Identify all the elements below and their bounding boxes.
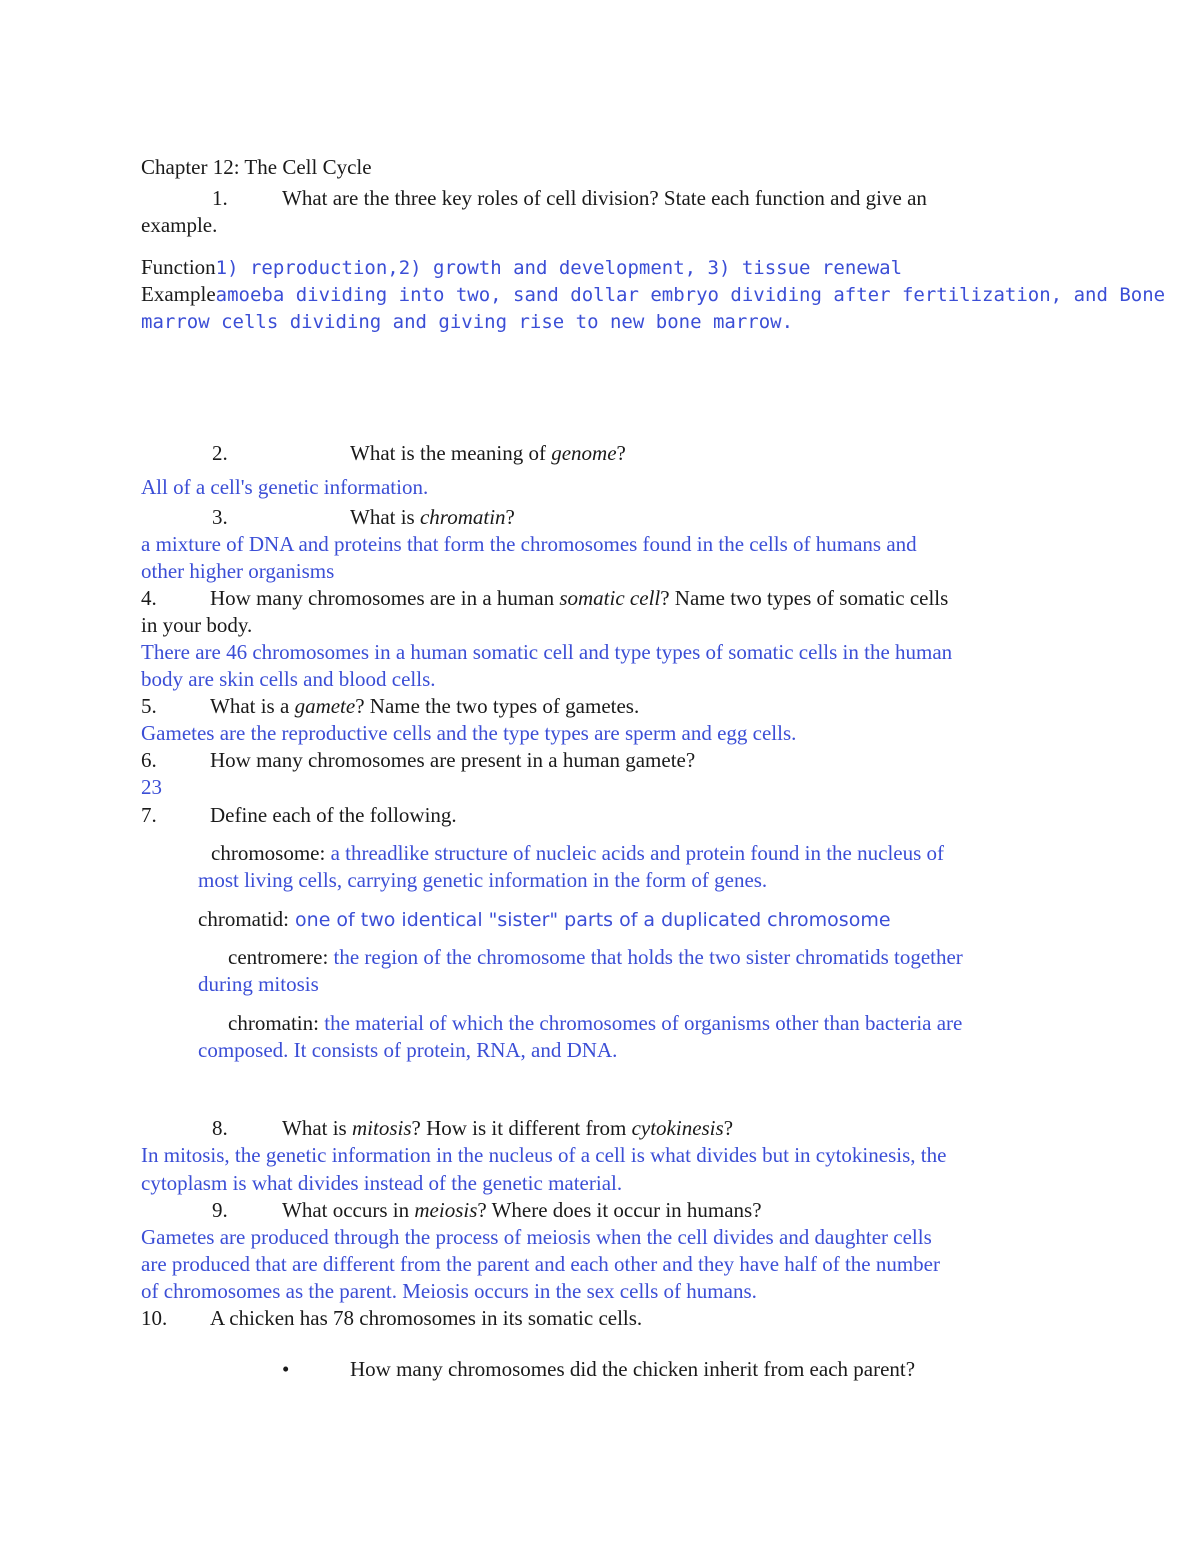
question-3-suffix: ? xyxy=(505,505,515,529)
question-4-suffix: ? Name two types of somatic cells xyxy=(660,586,949,610)
question-5-prefix: What is a xyxy=(210,694,295,718)
question-3-number: 3. xyxy=(212,505,228,529)
question-9-prefix: What occurs in xyxy=(282,1198,415,1222)
example-answer: amoeba dividing into two, sand dollar embryo dividing after fertilization, and Bone xyxy=(215,284,1166,306)
question-6-number: 6. xyxy=(141,748,157,772)
function-answer: 1) reproduction,2) growth and development, 3) tissue renewal xyxy=(215,257,903,279)
question-5-text xyxy=(210,693,639,720)
chromatin-label: chromatin: xyxy=(228,1011,319,1035)
term-mitosis: mitosis xyxy=(351,1116,412,1140)
centromere-definition: the region of the chromosome that holds the two sister chromatids together xyxy=(328,945,963,969)
question-9-text xyxy=(282,1197,762,1224)
chromatin-definition-continued: composed. It consists of protein, RNA, and DNA. xyxy=(198,1038,618,1062)
question-4-text xyxy=(210,585,948,612)
question-10-subquestion: How many chromosomes did the chicken inherit from each parent? xyxy=(350,1357,916,1381)
question-7-text: Define each of the following. xyxy=(210,803,457,827)
question-8-suffix: ? xyxy=(723,1116,734,1140)
question-7-number: 7. xyxy=(141,803,157,827)
question-6-text: How many chromosomes are present in a human gamete? xyxy=(210,748,696,772)
question-9-number: 9. xyxy=(212,1198,228,1222)
answer-9-continued-2: of chromosomes as the parent. Meiosis occurs in the sex cells of humans. xyxy=(141,1279,757,1303)
question-8-number: 8. xyxy=(212,1116,228,1140)
question-4-text-continued: in your body. xyxy=(141,613,253,637)
centromere-definition-continued: during mitosis xyxy=(198,972,319,996)
chromatid-definition: one of two identical "sister" parts of a duplicated chromosome xyxy=(288,909,891,931)
answer-2: All of a cell's genetic information. xyxy=(141,475,429,499)
question-1-text: What are the three key roles of cell division? State each function and give an xyxy=(282,186,927,210)
question-2-text xyxy=(350,440,626,467)
question-1-number: 1. xyxy=(212,186,228,210)
question-1-text-continued: example. xyxy=(141,213,218,237)
chromatid-label: chromatid: xyxy=(198,907,289,931)
example-label: Example xyxy=(141,282,216,306)
term-somatic-cell: somatic cell xyxy=(559,586,661,610)
term-chromatin: chromatin xyxy=(419,505,506,529)
answer-1-example xyxy=(141,281,1165,309)
function-label: Function xyxy=(141,255,216,279)
question-10-number: 10. xyxy=(141,1306,168,1330)
question-5-suffix: ? Name the two types of gametes. xyxy=(355,694,640,718)
question-2-number: 2. xyxy=(212,441,228,465)
answer-1-function xyxy=(141,254,902,282)
answer-8: In mitosis, the genetic information in the nucleus of a cell is what divides but in cytokinesis, the xyxy=(141,1143,947,1167)
question-9-suffix: ? Where does it occur in humans? xyxy=(477,1198,762,1222)
definition-chromatin xyxy=(228,1010,962,1037)
chromosome-definition: a threadlike structure of nucleic acids and protein found in the nucleus of xyxy=(325,841,945,865)
centromere-label: centromere: xyxy=(228,945,329,969)
question-8-prefix: What is xyxy=(282,1116,352,1140)
question-10-text: A chicken has 78 chromosomes in its somatic cells. xyxy=(210,1306,643,1330)
answer-6: 23 xyxy=(141,775,162,799)
question-3-prefix: What is xyxy=(350,505,420,529)
answer-8-continued: cytoplasm is what divides instead of the genetic material. xyxy=(141,1171,623,1195)
term-cytokinesis: cytokinesis xyxy=(631,1116,724,1140)
term-gamete: gamete xyxy=(294,694,356,718)
question-3-text xyxy=(350,504,515,531)
answer-3-continued: other higher organisms xyxy=(141,559,335,583)
question-8-middle: ? How is it different from xyxy=(411,1116,632,1140)
answer-9-continued-1: are produced that are different from the parent and each other and they have half of the number xyxy=(141,1252,940,1276)
answer-4: There are 46 chromosomes in a human somatic cell and type types of somatic cells in the human xyxy=(141,640,953,664)
question-4-number: 4. xyxy=(141,586,157,610)
answer-4-continued: body are skin cells and blood cells. xyxy=(141,667,436,691)
definition-chromatid xyxy=(198,906,891,934)
answer-5: Gametes are the reproductive cells and the type types are sperm and egg cells. xyxy=(141,721,797,745)
bullet-icon: • xyxy=(282,1357,290,1381)
page-title: Chapter 12: The Cell Cycle xyxy=(141,155,372,179)
chromosome-label: chromosome: xyxy=(211,841,326,865)
answer-9: Gametes are produced through the process of meiosis when the cell divides and daughter cells xyxy=(141,1225,932,1249)
term-meiosis: meiosis xyxy=(414,1198,478,1222)
example-answer-continued: marrow cells dividing and giving rise to new bone marrow. xyxy=(141,311,794,333)
question-8-text xyxy=(282,1115,733,1142)
definition-centromere xyxy=(228,944,963,971)
question-2-suffix: ? xyxy=(616,441,626,465)
term-genome: genome xyxy=(551,441,617,465)
chromosome-definition-continued: most living cells, carrying genetic information in the form of genes. xyxy=(198,868,768,892)
question-4-prefix: How many chromosomes are in a human xyxy=(210,586,560,610)
chromatin-definition: the material of which the chromosomes of organisms other than bacteria are xyxy=(318,1011,963,1035)
definition-chromosome xyxy=(211,840,944,867)
question-5-number: 5. xyxy=(141,694,157,718)
question-2-prefix: What is the meaning of xyxy=(350,441,552,465)
answer-3: a mixture of DNA and proteins that form the chromosomes found in the cells of humans and xyxy=(141,532,917,556)
